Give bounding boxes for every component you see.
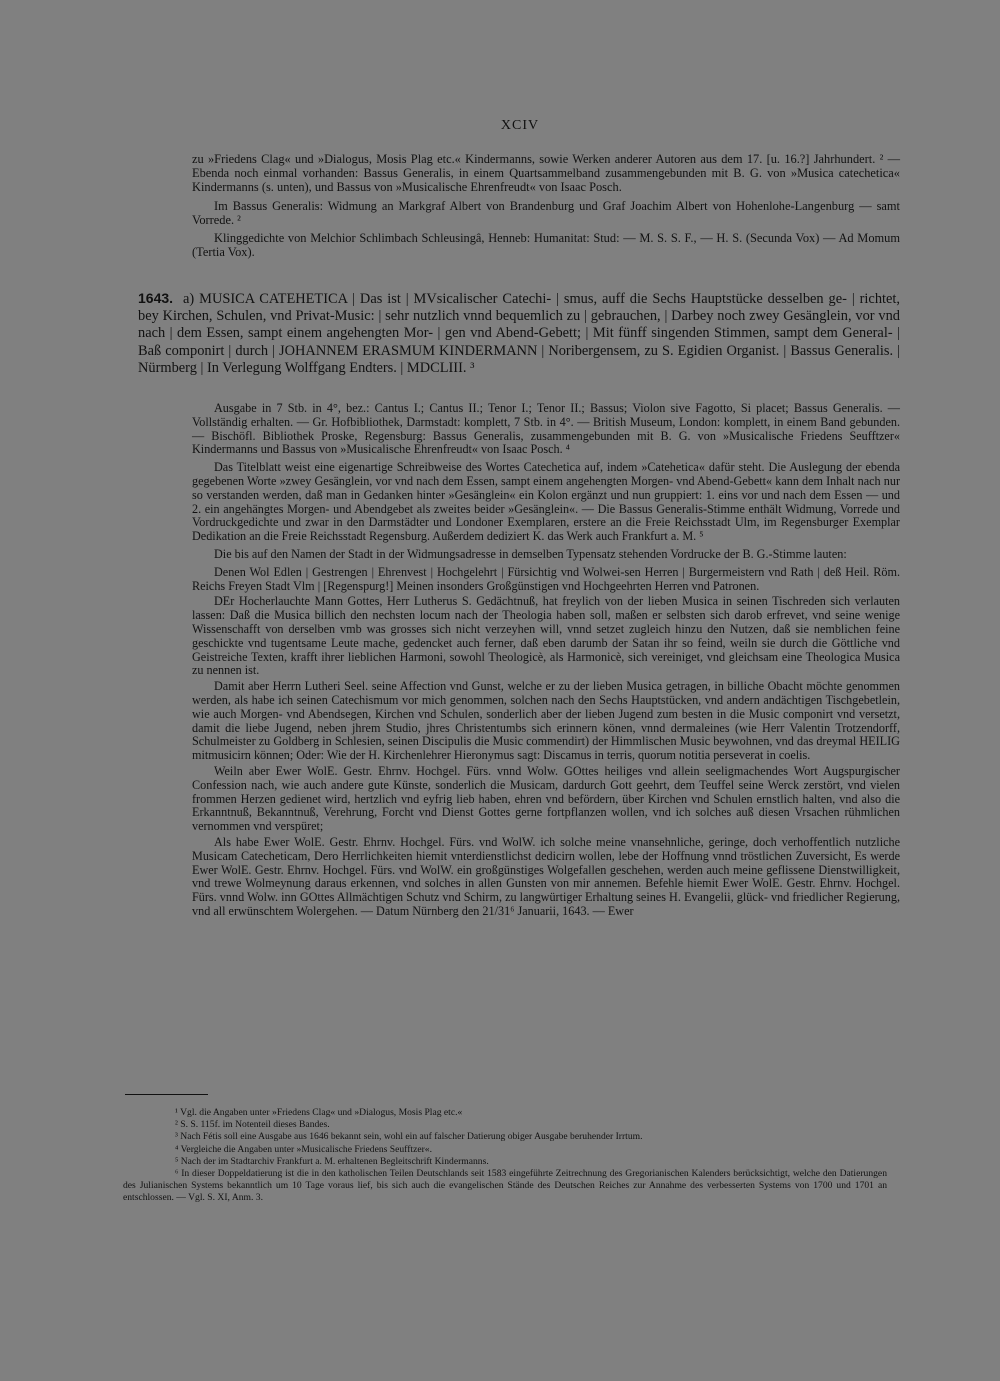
entry-number: 1643.	[138, 290, 174, 306]
entry-heading	[138, 290, 900, 377]
paragraph: Weiln aber Ewer WolE. Gestr. Ehrnv. Hochgel. Fürs. vnnd Wolw. GOttes heiliges vnd allein seeligmachendes Wort Augspurgischer Confession nach, wie auch andere gute Künste, sonderlich die Musicam, dardurch Gott geehrt, dem Teuffel seine Werck zerstört, vnd vielen frommen Herzen gedienet wird, hertzlich vnd eyfrig lieb haben, ehren vnd befördern, über Kirchen vnd Schulen ernstlich halten, vnd also die Erkanntnuß, Bekanntnuß, Verehrung, Forcht vnd Dienst Gottes gerne fortpflanzen wollen, vnd ich solches auß diesen Vrsachen rühmlichen vernommen vnd verspüret;	[192, 763, 900, 834]
footnote: ³ Nach Fétis soll eine Ausgabe aus 1646 bekannt sein, wohl ein auf falscher Datierung obiger Ausgabe beruhender Irrtum.	[175, 1131, 643, 1143]
paragraph: Klinggedichte von Melchior Schlimbach Schleusingâ, Henneb: Humanitat: Stud: — M. S. S. F., — H. S. (Secunda Vox) — Ad Momum (Tertia Vox).	[192, 231, 900, 260]
entry-body	[192, 402, 900, 921]
footnote-divider	[125, 1094, 208, 1095]
page-number: XCIV	[500, 118, 540, 133]
continuation-text	[192, 152, 900, 263]
paragraph: Als habe Ewer WolE. Gestr. Ehrnv. Hochgel. Fürs. vnd WolW. ich solche meine vnansehnliche, geringe, doch verhoffentlich nutzliche Musicam Catecheticam, Dero Herrlichkeiten hiemit vnterdienstlichst dedicirn wollen, lebe der Hoffnung vnnd tröstlichen Zuversicht, Es werde Ewer WolE. Gestr. Ehrnv. Hochgel. Fürs. vnd WolW. ein großgünstiges Wolgefallen geschehen, werden auch meine geflissene Dienstwilligkeit, vnd trewe Wolmeynung daraus erkennen, vnd solches in allen Gunsten von mir annemen. Befehle hiemit Ewer WolE. Gestr. Ehrnv. Hochgel. Fürs. vnnd Wolw. inn GOttes Allmächtigen Schutz vnd Schirm, zu langwürtiger Erhaltung seines H. Evangelii, glück- vnd friedlicher Regierung, vnd all erwünschtem Wolergehen. — Datum Nürnberg den 21/31⁶ Januarii, 1643. — Ewer	[192, 834, 900, 918]
paragraph: Damit aber Herrn Lutheri Seel. seine Affection vnd Gunst, welche er zu der lieben Musica getragen, in billiche Obacht möchte genommen werden, als habe ich seinen Catechismum vor mich genommen, solchen nach den Sechs Hauptstücken, vnd andern andächtigen Tischgebetlein, wie auch Morgen- vnd Abendsegen, Kirchen vnd Schulen, sonderlich aber der lieben Jugend zum besten in die Music componirt vnd versetzt, damit die liebe Jugend, neben jhrem Studio, jhres Christentumbs sich erinnern könen, vnnd dermaleines (wie Herr Valentin Trotzendorff, Schulmeister zu Goldberg in Schlesien, seinen Discipulis die Music commendirt) der Himmlischen Music beywohnen, vnd das dreymal HEILIG mitmusicirn können; Oder: Wie der H. Kirchenlehrer Hieronymus sagt: Discamus in terris, quorum notitia perseverat in coelis.	[192, 679, 900, 763]
footnote: ² S. S. 115f. im Notenteil dieses Bandes.	[175, 1119, 330, 1131]
paragraph: Ausgabe in 7 Stb. in 4°, bez.: Cantus I.; Cantus II.; Tenor I.; Tenor II.; Bassus; Violon sive Fagotto, Si placet; Bassus Generalis. — Vollständig erhalten. — Gr. Hofbibliothek, Darmstadt: komplett, 7 Stb. in 4°. — British Museum, London: komplett, in einem Band gebunden. — Bischöfl. Bibliothek Proske, Regensburg: Bassus Generalis, zusammengebunden mit B. G. von »Musicalische Friedens Seufftzer« Kindermanns und Bassus von »Musicalische Ehrenfreudt« von Isaac Posch. ⁴	[192, 401, 900, 457]
paragraph: Denen Wol Edlen | Gestrengen | Ehrenvest | Hochgelehrt | Fürsichtig vnd Wolwei-sen Herren | Burgermeistern vnd Rath | deß Heil. Röm. Reichs Freyen Stadt Vlm | [Regenspurg!] Meinen insonders Großgünstigen vnd Hochgeehrten Herren vnd Patronen.	[192, 564, 900, 593]
paragraph: zu »Friedens Clag« und »Dialogus, Mosis Plag etc.« Kindermanns, sowie Werken anderer Autoren aus dem 17. [u. 16.?] Jahrhundert. ² — Ebenda noch einmal vorhanden: Bassus Generalis, in einem Quartsammelband zusammengebunden mit B. G. von »Musica catechetica« Kindermanns (s. unten), und Bassus von »Musicalische Ehrenfreudt« von Isaac Posch.	[192, 152, 900, 195]
footnotes	[123, 1107, 887, 1205]
footnote: ⁶ In dieser Doppeldatierung ist die in den katholischen Teilen Deutschlands seit 1583 eingeführte Zeitrechnung des Gregorianischen Kalenders berücksichtigt, welche den Datierungen des Julianischen Systems bekanntlich um 10 Tage voraus lief, bis sich auch die evangelischen Stände des Deutschen Reiches zur Annahme des verbesserten Systems von 1700 und 1701 an entschlossen. — Vgl. S. XI, Anm. 3.	[123, 1168, 887, 1204]
paragraph: Die bis auf den Namen der Stadt in der Widmungsadresse in demselben Typensatz stehenden Vordrucke der B. G.-Stimme lauten:	[214, 546, 847, 561]
paragraph: Das Titelblatt weist eine eigenartige Schreibweise des Wortes Catechetica auf, indem »Catehetica« dafür steht. Die Auslegung der ebenda gegebenen Worte »zwey Gesänglein, vor vnd nach dem Essen, sampt einem angehengten Morgen- vnd Abend-Gebett« kann dem Inhalt nach nur so verstanden werden, daß man in Gedanken hinter »Gesänglein« ein Kolon ergänzt und nun gruppiert: 1. eins vor und nach dem Essen — und 2. ein angehängtes Morgen- und Abendgebet als zweites beider »Gesänglein«. — Die Bassus Generalis-Stimme enthält Widmung, Vorrede und Vordruckgedichte und zwar in den Darmstädter und Londoner Exemplaren, erstere an die Freie Reichsstadt Ulm, im Regensburger Exemplar Dedikation an die Freie Reichsstadt Regensburg. Außerdem dediziert K. das Werk auch Frankfurt a. M. ⁵	[192, 460, 900, 544]
entry-title: a) MUSICA CATEHETICA | Das ist | MVsicalischer Catechi- | smus, auff die Sechs Hauptstücke desselben ge- | richtet, bey Kirchen, Schulen, vnd Privat-Music: | sehr nutzlich vnnd bequemlich zu | gebrauchen, | Darbey noch zwey Gesänglein, vor vnd nach | dem Essen, sampt einem angehengten Mor- | gen vnd Abend-Gebett; | Mit fünff singenden Stimmen, sampt dem General- | Baß componirt | durch | JOHANNEM ERASMUM KINDERMANN | Noribergensem, zu S. Egidien Organist. | Bassus Generalis. | Nürmberg | In Verlegung Wolffgang Endters. | MDCLIII. ³	[138, 291, 900, 376]
paragraph: Im Bassus Generalis: Widmung an Markgraf Albert von Brandenburg und Graf Joachim Albert von Hohenlohe-Langenburg — samt Vorrede. ²	[192, 198, 900, 227]
footnote: ⁴ Vergleiche die Angaben unter »Musicalische Friedens Seufftzer«.	[175, 1143, 432, 1155]
footnote: ¹ Vgl. die Angaben unter »Friedens Clag« und »Dialogus, Mosis Plag etc.«	[175, 1107, 463, 1118]
footnote: ⁵ Nach der im Stadtarchiv Frankfurt a. M. erhaltenen Begleitschrift Kindermanns.	[175, 1155, 489, 1167]
paragraph: DEr Hocherlauchte Mann Gottes, Herr Lutherus S. Gedächtnuß, hat freylich von der lieben Musica in seinen Tischreden sich verlauten lassen: Daß die Musica billich den nechsten locum nach der Theologia haben soll, maßen er selbsten sich darob erfrevet, vnd seine wenige Wissenschafft von derselben vmb was grosses sich nicht verzeyhen will, vnnd setzet zugleich hinzu den Nutzen, daß sie nemblichen feine geschickte vnd tugentsame Leute mache, gedencket auch ferner, daß eben darumb der Satan ihr so feind, weiln sie durch die Göttliche vnd Geistreiche Texten, krafft ihrer lieblichen Harmoni, sowohl Theologicè, als Harmonicè, sich vereiniget, vnd gleichsam eine Theologica Musica zu nennen ist.	[192, 594, 900, 678]
